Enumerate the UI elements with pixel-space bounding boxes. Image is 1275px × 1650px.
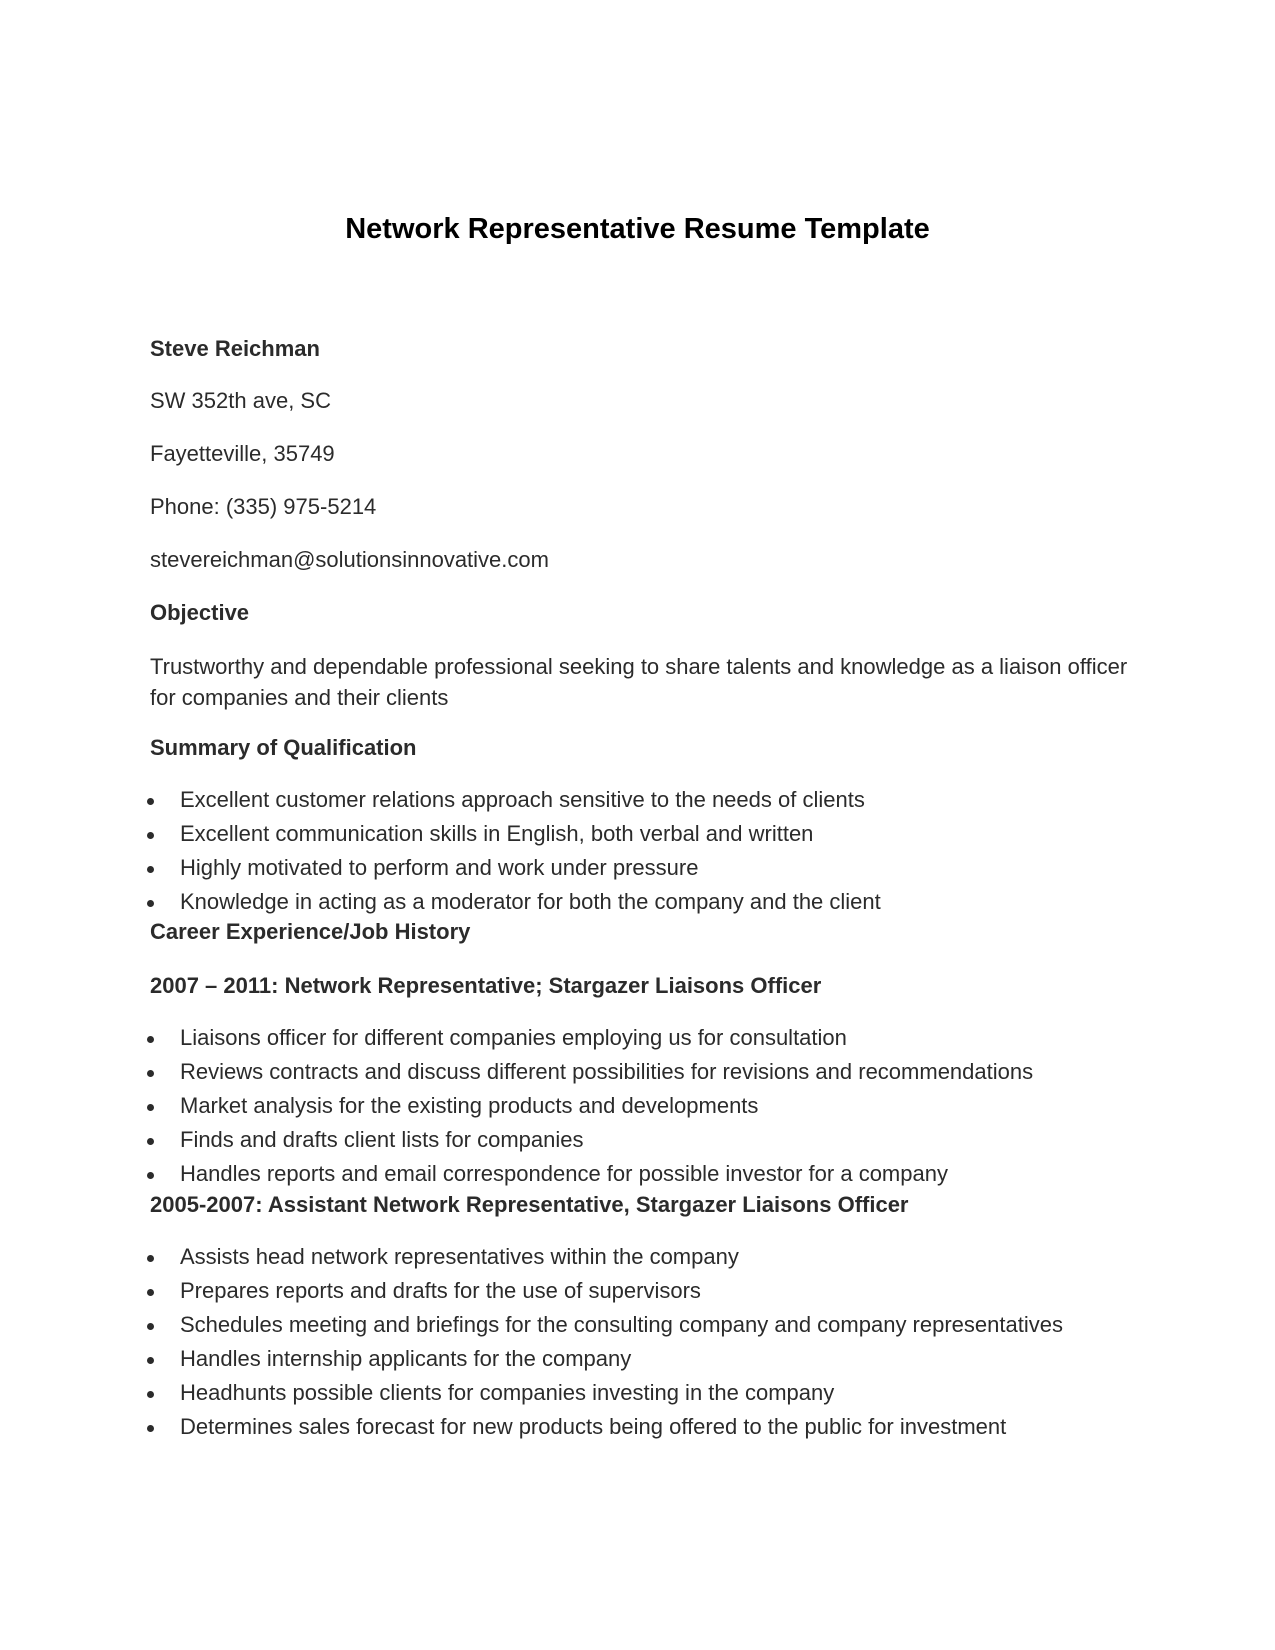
job-duties-list xyxy=(150,1240,1063,1444)
list-item: Handles internship applicants for the company xyxy=(150,1342,1063,1376)
list-item: Determines sales forecast for new products being offered to the public for investment xyxy=(150,1410,1063,1444)
contact-phone: Phone: (335) 975-5214 xyxy=(150,494,377,519)
list-item: Prepares reports and drafts for the use of supervisors xyxy=(150,1274,1063,1308)
list-item: Liaisons officer for different companies employing us for consultation xyxy=(150,1021,1033,1055)
qualifications-list xyxy=(150,783,881,919)
list-item: Highly motivated to perform and work under pressure xyxy=(150,851,881,885)
experience-heading: Career Experience/Job History xyxy=(150,919,471,944)
list-item: Handles reports and email correspondence for possible investor for a company xyxy=(150,1157,1033,1191)
list-item: Market analysis for the existing products and developments xyxy=(150,1089,1033,1123)
contact-address-line2: Fayetteville, 35749 xyxy=(150,441,335,466)
contact-name: Steve Reichman xyxy=(150,336,320,361)
list-item: Knowledge in acting as a moderator for both the company and the client xyxy=(150,885,881,919)
job-duties-list xyxy=(150,1021,1033,1191)
list-item: Schedules meeting and briefings for the consulting company and company representatives xyxy=(150,1308,1063,1342)
objective-text: Trustworthy and dependable professional seeking to share talents and knowledge as a liaison officer for companies and their clients xyxy=(150,654,1128,710)
objective-heading: Objective xyxy=(150,600,250,625)
list-item: Excellent communication skills in English, both verbal and written xyxy=(150,817,881,851)
contact-address-line1: SW 352th ave, SC xyxy=(150,388,331,413)
list-item: Reviews contracts and discuss different possibilities for revisions and recommendations xyxy=(150,1055,1033,1089)
contact-email: stevereichman@solutionsinnovative.com xyxy=(150,547,549,572)
list-item: Assists head network representatives within the company xyxy=(150,1240,1063,1274)
job-title: 2005-2007: Assistant Network Representative, Stargazer Liaisons Officer xyxy=(150,1192,909,1217)
list-item: Excellent customer relations approach sensitive to the needs of clients xyxy=(150,783,881,817)
qualifications-heading: Summary of Qualification xyxy=(150,735,417,760)
job-title: 2007 – 2011: Network Representative; Stargazer Liaisons Officer xyxy=(150,973,822,998)
list-item: Finds and drafts client lists for companies xyxy=(150,1123,1033,1157)
page-title: Network Representative Resume Template xyxy=(345,213,930,245)
list-item: Headhunts possible clients for companies investing in the company xyxy=(150,1376,1063,1410)
